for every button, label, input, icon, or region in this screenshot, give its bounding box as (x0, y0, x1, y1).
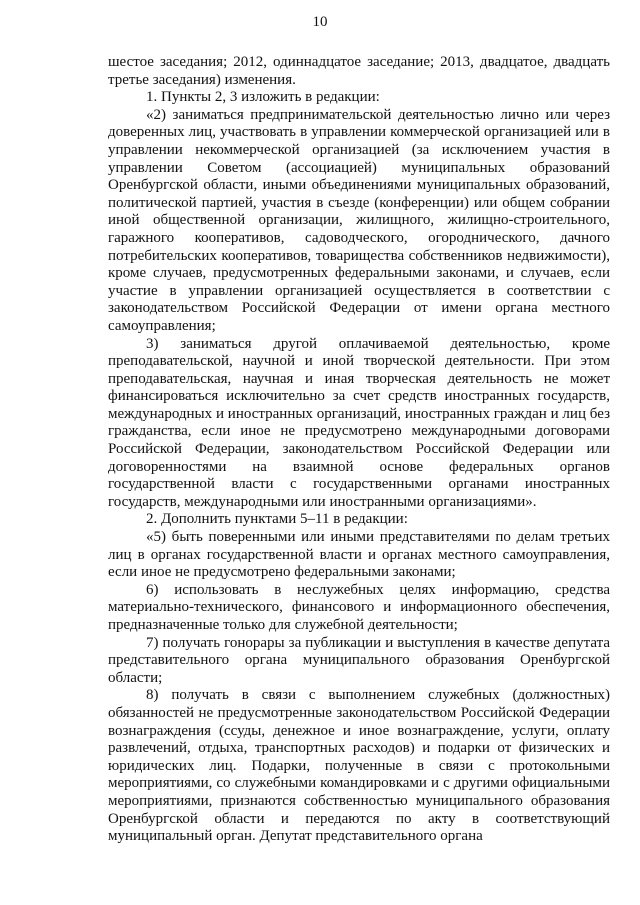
paragraph-point-3: 3) заниматься другой оплачиваемой деятельностью, кроме преподавательской, научной и иной творческой деятельности. При этом преподавательская, научная и иная творческая деятельность не может финансироваться исключительно за счет средств иностранных государств, международных и иностранных организаций, иностранных граждан и лиц без гражданства, если иное не предусмотрено международными договорами Российской Федерации, законодательством Российской Федерации или договоренностями на взаимной основе федеральных органов государственной власти с государственными органами иностранных государств, международными или иностранными организациями». (108, 335, 610, 510)
page-number: 10 (312, 14, 328, 30)
paragraph-point-5: «5) быть поверенными или иными представителями по делам третьих лиц в органах государственной власти и органах местного самоуправления, если иное не предусмотрено федеральными законами; (108, 529, 610, 581)
paragraph-point-6: 6) использовать в неслужебных целях информацию, средства материально-технического, финансового и информационного обеспечения, предназначенные только для служебной деятельности; (108, 581, 610, 633)
paragraph-point-8: 8) получать в связи с выполнением служебных (должностных) обязанностей не предусмотренные законодательством Российской Федерации вознаграждения (ссуды, денежное и иное вознаграждение, услуги, оплату развлечений, отдыха, транспортных расходов) и подарки от физических и юридических лиц. Подарки, полученные в связи с протокольными мероприятиями, со служебными командировками и с другими официальными мероприятиями, признаются собственностью муниципального образования Оренбургской области и передаются по акту в соответствующий муниципальный орган. Депутат представительного органа (108, 687, 610, 845)
paragraph-item-1: 1. Пункты 2, 3 изложить в редакции: (146, 89, 380, 106)
paragraph-continuation: шестое заседания; 2012, одиннадцатое заседание; 2013, двадцатое, двадцать третье заседания) изменения. (108, 54, 610, 88)
paragraph-item-2: 2. Дополнить пунктами 5–11 в редакции: (146, 511, 408, 528)
paragraph-point-2: «2) заниматься предпринимательской деятельностью лично или через доверенных лиц, участвовать в управлении коммерческой организацией или в управлении некоммерческой организацией (за исключением участия в управлении Советом (ассоциацией) муниципальных образований Оренбургской области, иными объединениями муниципальных образований, политической партией, участия в съезде (конференции) или общем собрании иной общественной организации, жилищного, жилищно-строительного, гаражного кооперативов, садоводческого, огороднического, дачного потребительских кооперативов, товарищества собственников недвижимости), кроме случаев, предусмотренных федеральными законами, и случаев, если участие в управлении организацией осуществляется в соответствии с законодательством Российской Федерации от имени органа местного самоуправления; (108, 106, 610, 334)
paragraph-point-7: 7) получать гонорары за публикации и выступления в качестве депутата представительного органа муниципального образования Оренбургской области; (108, 634, 610, 686)
document-body (108, 54, 610, 846)
